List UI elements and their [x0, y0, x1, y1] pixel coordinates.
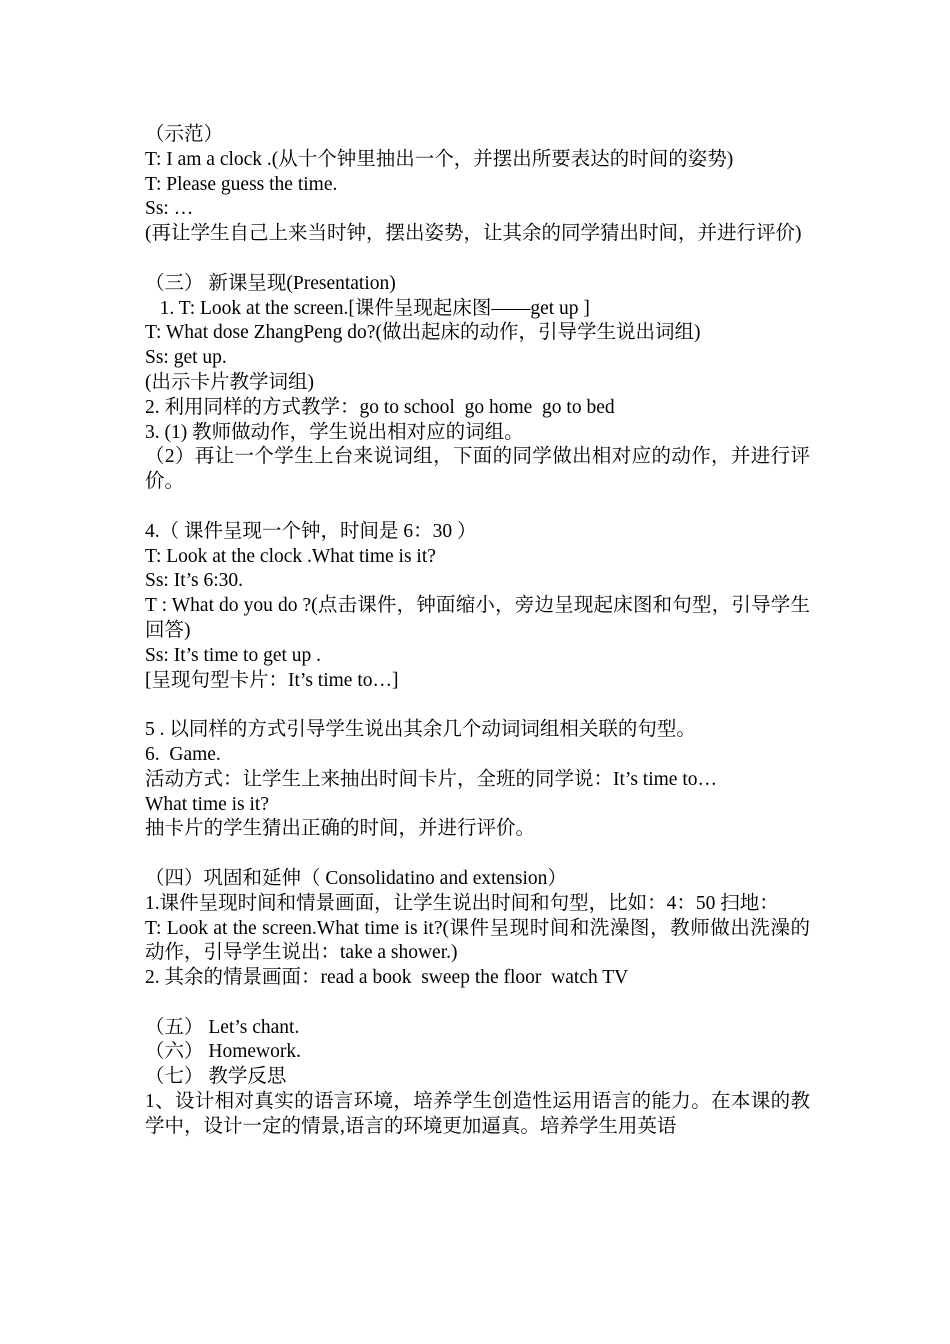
text-line: T: What dose ZhangPeng do?(做出起床的动作，引导学生说出词组) — [145, 322, 701, 344]
blank-line — [145, 693, 810, 718]
text-line: [呈现句型卡片：It’s time to…] — [145, 669, 399, 691]
text-line: (出示卡片教学词组) — [145, 371, 314, 393]
text-line: 2. 利用同样的方式教学：go to school go home go to bed — [145, 396, 615, 418]
paragraph: 1.课件呈现时间和情景画面，让学生说出时间和句型，比如：4：50 扫地： — [145, 892, 779, 914]
text-line: 6. Game. — [145, 743, 221, 765]
text-line: T: Look at the clock .What time is it? — [145, 545, 436, 567]
text-line: （七） 教学反思 — [145, 1066, 287, 1088]
paragraph: (再让学生自己上来当时钟，摆出姿势，让其余的同学猜出时间，并进行评价) — [145, 223, 802, 245]
text-line: 活动方式：让学生上来抽出时间卡片，全班的同学说：It’s time to… — [145, 768, 717, 790]
text-line: 3. (1) 教师做动作，学生说出相对应的词组。 — [145, 421, 524, 443]
text-line: （六） Homework. — [145, 1041, 301, 1063]
text-line: （示范） — [145, 124, 224, 145]
text-line: 抽卡片的学生猜出正确的时间，并进行评价。 — [145, 818, 536, 840]
paragraph: T: Look at the screen.What time is it?(课件呈现时间和洗澡图，教师做出洗澡的动作，引导学生说出：take a shower.) — [145, 917, 810, 964]
text-line: 4.（ 课件呈现一个钟，时间是 6：30 ） — [145, 520, 477, 542]
text-line: What time is it? — [145, 793, 270, 815]
text-line: Ss: It’s 6:30. — [145, 570, 244, 592]
document-page — [145, 123, 810, 1140]
blank-line — [145, 247, 810, 272]
text-line: Ss: … — [145, 198, 194, 220]
paragraph: T : What do you do ?(点击课件，钟面缩小，旁边呈现起床图和句型，引导学生回答) — [145, 595, 810, 641]
text-line: Ss: get up. — [145, 347, 227, 369]
text-line: 5 . 以同样的方式引导学生说出其余几个动词词组相关联的句型。 — [145, 719, 696, 741]
text-line: 2. 其余的情景画面：read a book sweep the floor watch TV — [145, 967, 629, 989]
paragraph: T: I am a clock .(从十个钟里抽出一个，并摆出所要表达的时间的姿势) — [145, 148, 734, 170]
text-line: （三） 新课呈现(Presentation) — [145, 272, 396, 294]
text-line: Ss: It’s time to get up . — [145, 644, 322, 666]
blank-line — [145, 495, 810, 520]
paragraph: （2）再让一个学生上台来说词组，下面的同学做出相对应的动作，并进行评价。 — [145, 446, 810, 493]
text-line: （五） Let’s chant. — [145, 1016, 300, 1038]
text-line: 1. T: Look at the screen.[课件呈现起床图——get up ] — [145, 297, 590, 319]
blank-line — [145, 842, 810, 867]
text-line: T: Please guess the time. — [145, 173, 338, 195]
paragraph: 1、设计相对真实的语言环境，培养学生创造性运用语言的能力。在本课的教学中，设计一定的情景,语言的环境更加逼真。培养学生用英语 — [145, 1091, 810, 1137]
text-line: （四）巩固和延伸（ Consolidatino and extension） — [145, 867, 567, 889]
blank-line — [145, 991, 810, 1016]
